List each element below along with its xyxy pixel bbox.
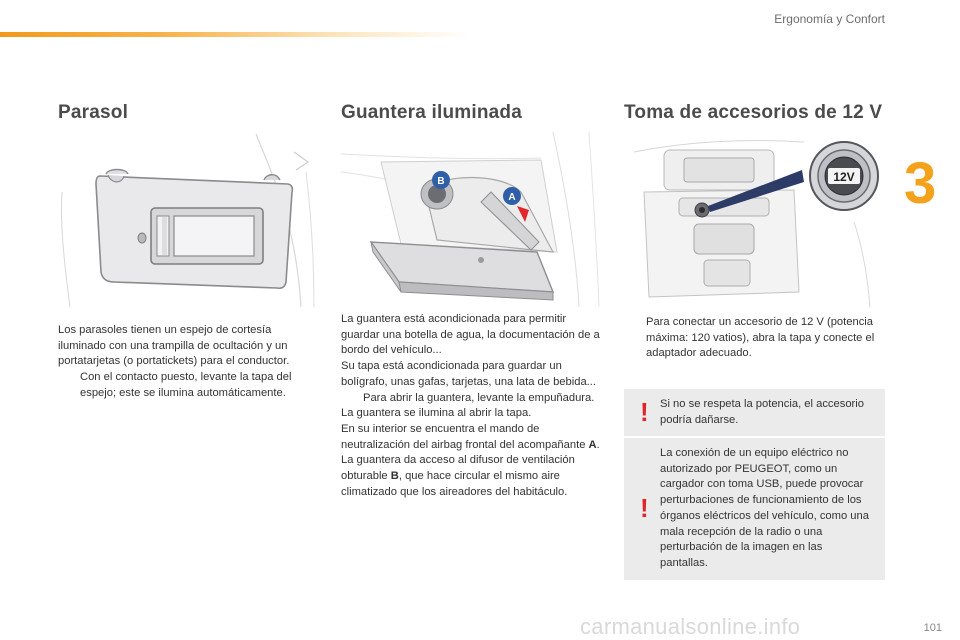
section-title: Ergonomía y Confort	[774, 12, 885, 26]
page-number: 101	[923, 622, 942, 634]
warning-box-2	[624, 438, 885, 580]
label-a: A	[508, 192, 516, 203]
guantera-para-4: En su interior se encuentra el mando de neutralización del airbag frontal del acompañante A.	[341, 422, 600, 451]
chapter-number: 3	[904, 151, 937, 216]
warning-text-2: La conexión de un equipo eléctrico no autorizado por PEUGEOT, como un cargador con toma USB, puede provocar perturbaciones de funcionamiento de los órganos eléctricos del vehículo, como una mala recepción de la radio o una perturbación de la imagen en las pantallas.	[660, 447, 869, 569]
guantera-text	[341, 312, 601, 500]
warning-text-1: Si no se respeta la potencia, el accesorio podría dañarse.	[660, 398, 864, 426]
parasol-text	[58, 323, 316, 402]
warning-icon: !	[640, 492, 649, 523]
guantera-para-3: La guantera se ilumina al abrir la tapa.	[341, 407, 532, 420]
glovebox-illustration	[341, 132, 600, 307]
parasol-title: Parasol	[58, 102, 129, 123]
guantera-para-1: La guantera está acondicionada para permitir guardar una botella de agua, la documentación de a bordo del vehículo...	[341, 313, 600, 357]
warning-box-1	[624, 389, 885, 436]
toma-bullet-1: Para conectar un accesorio de 12 V (potencia máxima: 120 vatios), abra la tapa y conecte el adaptador adecuado.	[646, 316, 875, 360]
sun-visor-illustration	[56, 132, 318, 307]
footer-watermark: carmanualsonline.info	[580, 614, 801, 639]
guantera-para-2: Su tapa está acondicionada para guardar un bolígrafo, unas gafas, tarjetas, una lata de bebida...	[341, 360, 597, 388]
toma-text	[624, 315, 886, 362]
warning-icon: !	[640, 396, 649, 427]
guantera-bullet-1: Para abrir la guantera, levante la empuñadura.	[363, 391, 595, 404]
header-accent-bar	[0, 32, 470, 37]
parasol-bullet-1: Con el contacto puesto, levante la tapa del espejo; este se ilumina automáticamente.	[80, 371, 292, 399]
toma-title: Toma de accesorios de 12 V	[624, 102, 883, 123]
guantera-para-5: La guantera da acceso al difusor de ventilación obturable B, que hace circular el mismo aire climatizado que los aireadores del habitáculo.	[341, 454, 575, 498]
socket-12v-label: 12V	[833, 170, 855, 184]
label-b: B	[437, 176, 445, 187]
power-socket-illustration	[624, 132, 886, 307]
guantera-title: Guantera iluminada	[341, 102, 522, 123]
parasol-para-1: Los parasoles tienen un espejo de cortesía iluminado con una trampilla de ocultación y un portatarjetas (o portatickets) para el conductor.	[58, 324, 290, 368]
